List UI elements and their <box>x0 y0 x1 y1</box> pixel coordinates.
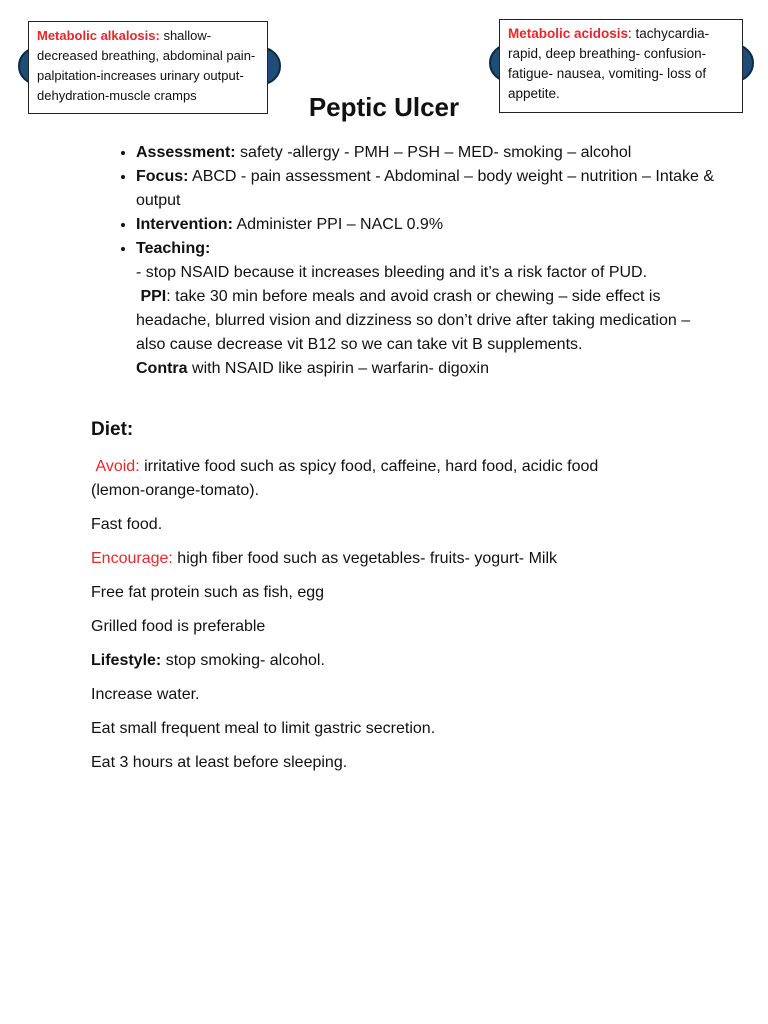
assessment-label: Assessment: <box>136 144 236 161</box>
diet-heading: Diet: <box>91 419 134 440</box>
alkalosis-label: Metabolic alkalosis: <box>37 28 160 43</box>
focus-label: Focus: <box>136 168 189 185</box>
focus-text: ABCD - pain assessment - Abdominal – body weight – nutrition – Intake & output <box>136 168 715 209</box>
assessment-text: safety -allergy - PMH – PSH – MED- smoking – alcohol <box>235 144 632 161</box>
teaching-label: Teaching: <box>136 240 211 257</box>
list-item <box>136 237 716 381</box>
intervention-text: Administer PPI – NACL 0.9% <box>232 216 444 233</box>
lifestyle-text: stop smoking- alcohol. <box>161 652 325 669</box>
list-item <box>136 165 716 213</box>
diet-grilled: Grilled food is preferable <box>91 618 266 635</box>
encourage-label: Encourage: <box>91 550 173 567</box>
page-title: Peptic Ulcer <box>308 92 460 122</box>
diet-sleep: Eat 3 hours at least before sleeping. <box>91 754 348 771</box>
lifestyle-label: Lifestyle: <box>91 652 162 669</box>
ppi-text: : take 30 min before meals and avoid crash or chewing – side effect is headache, blurred vision and dizziness so don’t drive after taking medication – also cause decrease vit B12 so we can take vit B supplements. <box>136 288 691 353</box>
diet-lifestyle <box>91 649 651 673</box>
diet-water: Increase water. <box>91 686 200 703</box>
intervention-label: Intervention: <box>136 216 233 233</box>
teaching-line1: - stop NSAID because it increases bleeding and it’s a risk factor of PUD. <box>136 264 648 281</box>
acidosis-text: : tachycardia-rapid, deep breathing- confusion-fatigue- nausea, vomiting- loss of appetite. <box>508 26 710 101</box>
diet-small-meals: Eat small frequent meal to limit gastric secretion. <box>91 720 436 737</box>
diet-avoid <box>91 455 651 503</box>
ppi-label: PPI <box>140 288 167 305</box>
contra-label: Contra <box>136 360 188 377</box>
avoid-text: irritative food such as spicy food, caffeine, hard food, acidic food (lemon-orange-tomato). <box>91 458 599 499</box>
alkalosis-text: shallow-decreased breathing, abdominal pain-palpitation-increases urinary output- dehydration-muscle cramps <box>37 28 256 103</box>
avoid-label: Avoid: <box>95 458 140 475</box>
diet-fast-food: Fast food. <box>91 516 163 533</box>
acidosis-label: Metabolic acidosis <box>508 26 629 41</box>
encourage-text: high fiber food such as vegetables- fruits- yogurt- Milk <box>172 550 558 567</box>
list-item <box>136 213 716 237</box>
contra-text: with NSAID like aspirin – warfarin- digoxin <box>187 360 490 377</box>
care-bullet-list <box>100 141 716 381</box>
list-item <box>136 141 716 165</box>
diet-protein: Free fat protein such as fish, egg <box>91 584 325 601</box>
diet-encourage <box>91 547 651 571</box>
